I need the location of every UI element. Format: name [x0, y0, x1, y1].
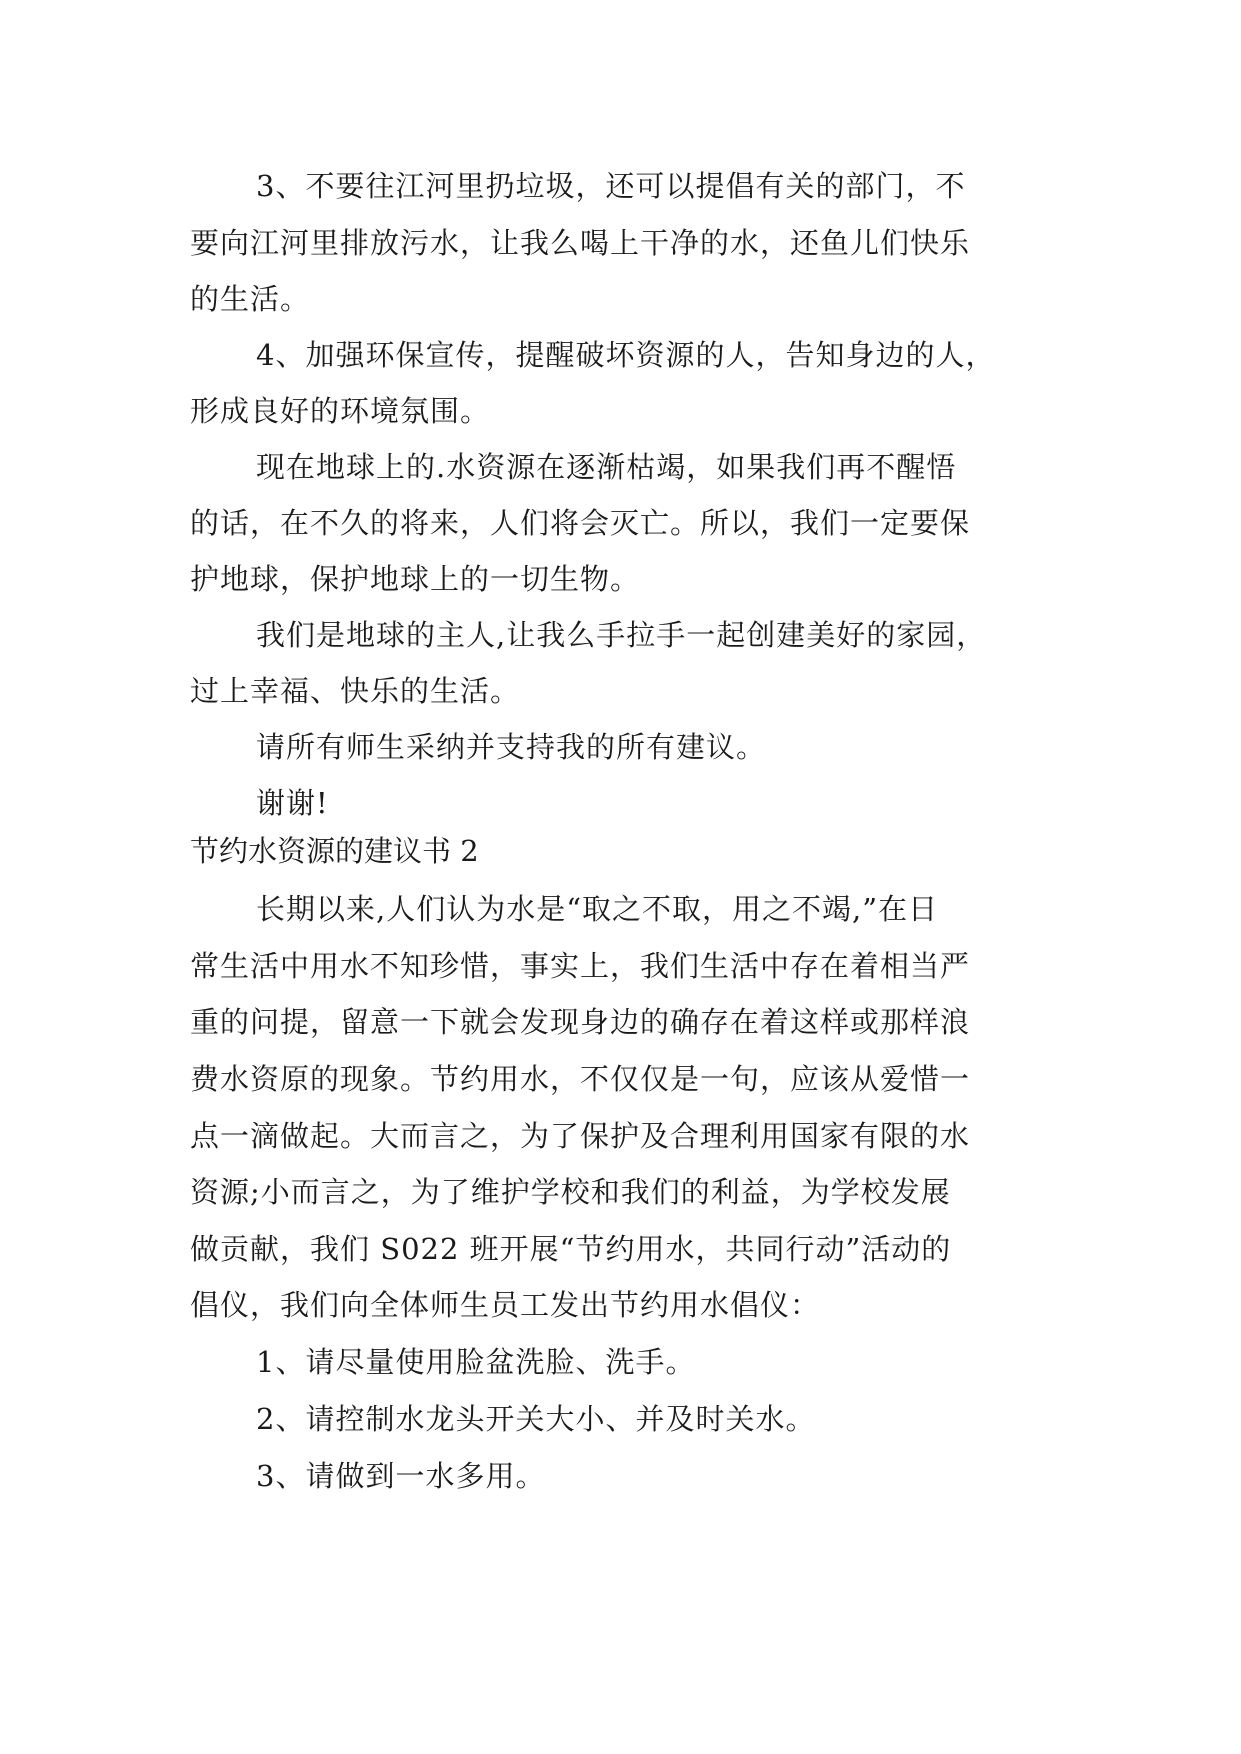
paragraph-line: 点一滴做起。大而言之，为了保护及合理利用国家有限的水: [190, 1119, 971, 1153]
paragraph-line: 护地球，保护地球上的一切生物。: [190, 562, 641, 596]
paragraph-line: 的话，在不久的将来，人们将会灭亡。所以，我们一定要保: [190, 506, 971, 540]
paragraph-line: 做贡献，我们 S022 班开展“节约用水，共同行动”活动的: [190, 1232, 952, 1266]
paragraph-line: 常生活中用水不知珍惜，事实上，我们生活中存在着相当严: [190, 949, 971, 983]
paragraph-line: 费水资原的现象。节约用水，不仅仅是一句，应该从爱惜一: [190, 1062, 971, 1096]
paragraph-line: 要向江河里排放污水，让我么喝上干净的水，还鱼儿们快乐: [190, 226, 971, 260]
paragraph-line: 请所有师生采纳并支持我的所有建议。: [256, 730, 767, 764]
paragraph-line: 倡仪，我们向全体师生员工发出节约用水倡仪：: [190, 1288, 821, 1322]
paragraph-line: 3、不要往江河里扔垃圾，还可以提倡有关的部门，不: [256, 169, 966, 203]
paragraph-line: 我们是地球的主人,让我么手拉手一起创建美好的家园，: [256, 618, 987, 652]
list-item: 1、请尽量使用脸盆洗脸、洗手。: [256, 1345, 696, 1379]
paragraph-line: 的生活。: [190, 282, 311, 316]
paragraph-line: 形成良好的环境氛围。: [190, 394, 491, 428]
paragraph-line: 长期以来,人们认为水是“取之不取，用之不竭,”在日: [256, 892, 939, 926]
paragraph-line: 谢谢!: [256, 786, 329, 820]
paragraph-line: 现在地球上的.水资源在逐渐枯竭，如果我们再不醒悟: [256, 450, 957, 484]
paragraph-line: 过上幸福、快乐的生活。: [190, 674, 521, 708]
paragraph-line: 4、加强环保宣传，提醒破坏资源的人，告知身边的人，: [256, 338, 996, 372]
paragraph-line: 资源;小而言之，为了维护学校和我们的利益，为学校发展: [190, 1175, 951, 1209]
section-heading: 节约水资源的建议书 2: [190, 834, 479, 868]
list-item: 3、请做到一水多用。: [256, 1459, 546, 1493]
list-item: 2、请控制水龙头开关大小、并及时关水。: [256, 1402, 816, 1436]
paragraph-line: 重的问提，留意一下就会发现身边的确存在着这样或那样浪: [190, 1005, 971, 1039]
